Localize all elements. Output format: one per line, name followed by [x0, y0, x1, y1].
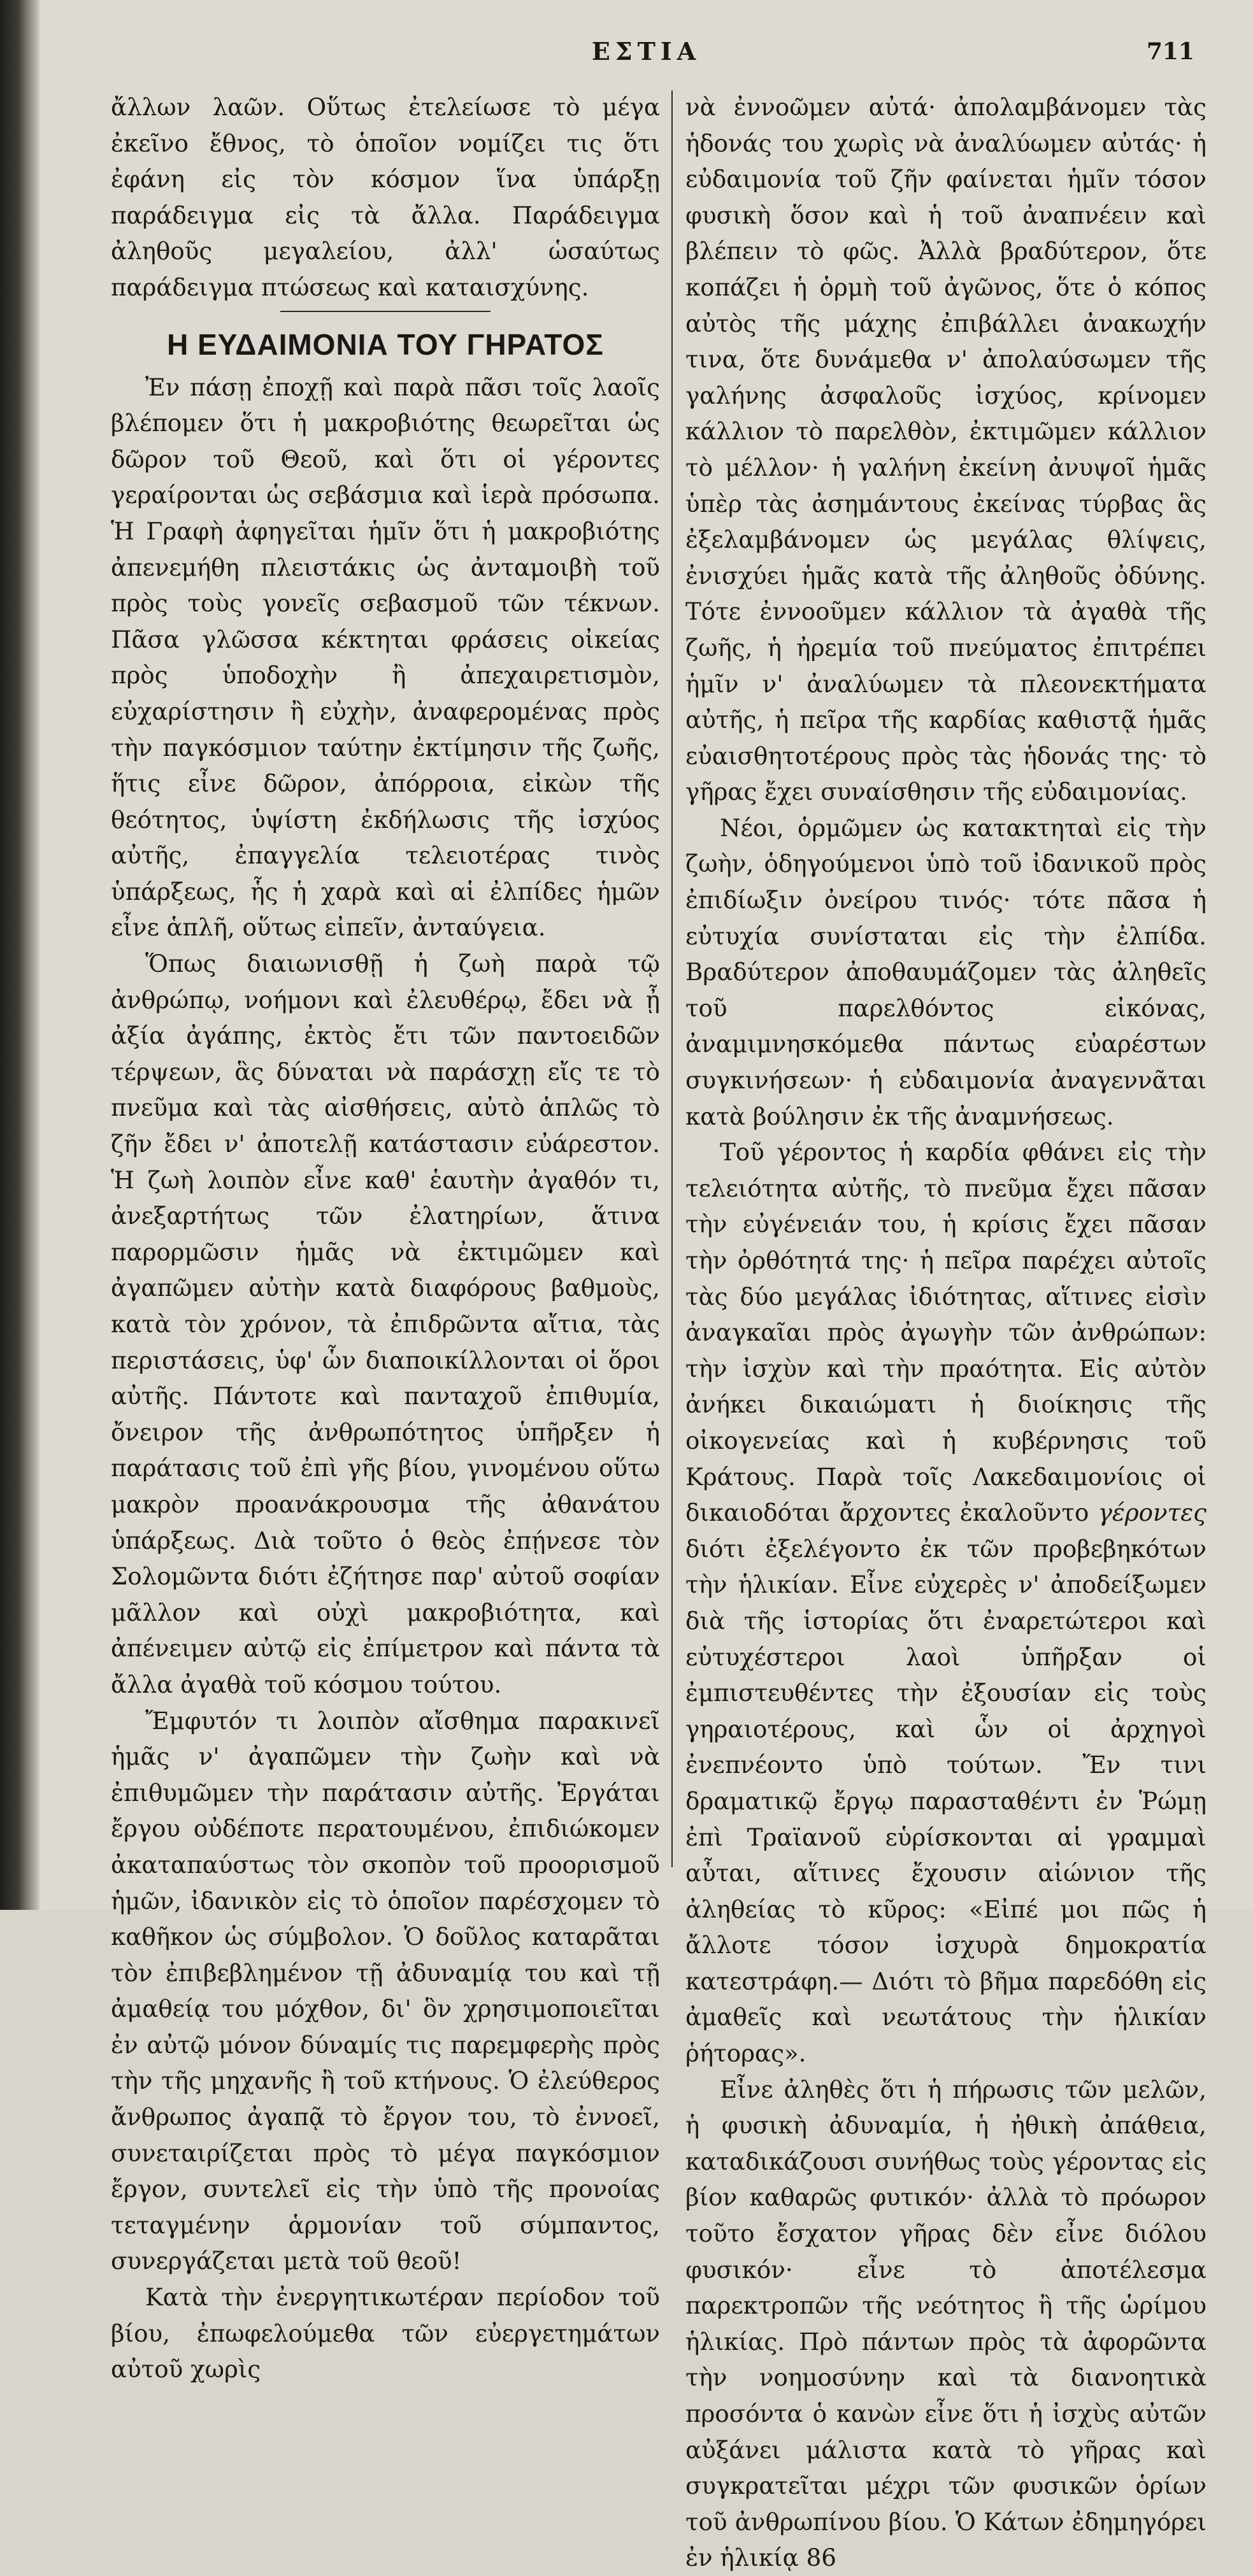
paragraph-text: Τοῦ γέροντος ἡ καρδία φθάνει εἰς τὴν τελειότητα αὐτῆς, τὸ πνεῦμα ἔχει πᾶσαν τὴν εὐγένειάν του, ἡ κρίσις ἔχει πᾶσαν τὴν ὀρθότητά της· ἡ πεῖρα παρέχει αὐτοῖς τὰς δύο μεγάλας ἰδιότητας, αἵτινες εἰσὶν ἀναγκαῖαι πρὸς ἀγωγὴν τῶν ἀνθρώπων: τὴν ἰσχὺν καὶ τὴν πραότητα. Εἰς αὐτὸν ἀνήκει δικαιώματι ἡ διοίκησις τῆς οἰκογενείας καὶ ἡ κυβέρνησις τοῦ Κράτους. Παρὰ τοῖς Λακεδαιμονίοις οἱ δικαιοδόται ἄρχοντες ἐκαλοῦντο: [685, 1138, 1206, 1527]
paragraph: Κατὰ τὴν ἐνεργητικωτέραν περίοδον τοῦ βίου, ἐπωφελούμεθα τῶν εὐεργετημάτων αὐτοῦ χωρὶς: [111, 2283, 660, 2384]
paragraph-text: διότι ἐξελέγοντο ἐκ τῶν προβεβηκότων τὴν ἡλικίαν. Εἶνε εὐχερὲς ν' ἀποδείξωμεν διὰ τῆς ἱστορίας ὅτι ἐναρετώτεροι καὶ εὐτυχέστεροι λαοὶ ὑπῆρξαν οἱ ἐμπιστευθέντες τὴν ἐξουσίαν εἰς τοὺς γηραιοτέρους, καὶ ὧν οἱ ἀρχηγοὶ ἐνεπνέοντο ὑπὸ τούτων. Ἔν τινι δραματικῷ ἔργῳ παρασταθέντι ἐν Ῥώμῃ ἐπὶ Τραϊανοῦ εὑρίσκονται αἱ γραμμαὶ αὗται, αἵτινες ἔχουσιν αἰώνιον τῆς ἀληθείας τὸ κῦρος: «Εἰπέ μοι πῶς ἡ ἄλλοτε τόσον ἰσχυρὰ δημοκρατία κατεστράφη.— Διότι τὸ βῆμα παρεδόθη εἰς ἀμαθεῖς καὶ νεωτάτους τὴν ἡλικίαν ῥήτορας».: [685, 1534, 1206, 2068]
article-heading: Η ΕΥΔΑΙΜΟΝΙΑ ΤΟΥ ΓΗΡΑΤΟΣ: [167, 327, 604, 361]
running-head: [39, 37, 1253, 75]
paragraph-continued: ἄλλων λαῶν. Οὕτως ἐτελείωσε τὸ μέγα ἐκεῖνο ἔθνος, τὸ ὁποῖον νομίζει τις ὅτι ἐφάνη εἰς τὸν κόσμον ἵνα ὑπάρξῃ παράδειγμα εἰς τὰ ἄλλα. Παράδειγμα ἀληθοῦς μεγαλείου, ἀλλ' ὡσαύτως παράδειγμα πτώσεως καὶ καταισχύνης.: [111, 93, 660, 301]
paragraph: Εἶνε ἀληθὲς ὅτι ἡ πήρωσις τῶν μελῶν, ἡ φυσικὴ ἀδυναμία, ἡ ἠθικὴ ἀπάθεια, καταδικάζουσι συνήθως τοὺς γέροντας εἰς βίον καθαρῶς φυτικόν· ἀλλὰ τὸ πρόωρον τοῦτο ἔσχατον γῆρας δὲν εἶνε διόλου φυσικόν· εἶνε τὸ ἀποτέλεσμα παρεκτροπῶν τῆς νεότητος ἢ τῆς ὡρίμου ἡλικίας. Πρὸ πάντων πρὸς τὰ ἀφορῶντα τὴν νοημοσύνην καὶ τὰ διανοητικὰ προσόντα ὁ κανὼν εἶνε ὅτι ἡ ἰσχὺς αὐτῶν αὐξάνει μάλιστα κατὰ τὸ γῆρας καὶ συγκρατεῖται μέχρι τῶν φυσικῶν ὁρίων τοῦ ἀνθρωπίνου βίου. Ὁ Κάτων ἐδημηγόρει ἐν ἡλικίᾳ 86: [685, 2075, 1206, 2572]
paragraph: Νέοι, ὁρμῶμεν ὡς κατακτηταὶ εἰς τὴν ζωὴν, ὁδηγούμενοι ὑπὸ τοῦ ἰδανικοῦ πρὸς ἐπιδίωξιν ὀνείρου τινός· τότε πᾶσα ἡ εὐτυχία συνίσταται εἰς τὴν ἐλπίδα. Βραδύτερον ἀποθαυμάζομεν τὰς ἀληθεῖς τοῦ παρελθόντος εἰκόνας, ἀναμιμνησκόμεθα πάντως εὐαρέστων συγκινήσεων· ἡ εὐδαιμονία ἀναγεννᾶται κατὰ βούλησιν ἐκ τῆς ἀναμνήσεως.: [685, 813, 1206, 1130]
page-number: 711: [1146, 38, 1194, 65]
left-column: [111, 89, 660, 2387]
paragraph-continued: νὰ ἐννοῶμεν αὐτά· ἀπολαμβάνομεν τὰς ἡδονάς του χωρὶς νὰ ἀναλύωμεν αὐτάς· ἡ εὐδαιμονία τοῦ ζῆν φαίνεται ἡμῖν τόσον φυσικὴ ὅσον καὶ ἡ τοῦ ἀναπνέειν καὶ βλέπειν τὸ φῶς. Ἀλλὰ βραδύτερον, ὅτε κοπάζει ἡ ὁρμὴ τοῦ ἀγῶνος, ὅτε ὁ κόπος αὐτὸς τῆς μάχης ἐπιβάλλει ἀνακωχήν τινα, ὅτε δυνάμεθα ν' ἀπολαύσωμεν τῆς γαλήνης ἀσφαλοῦς ἰσχύος, κρίνομεν κάλλιον τὸ παρελθὸν, ἐκτιμῶμεν κάλλιον τὸ μέλλον· ἡ γαλήνη ἐκείνη ἀνυψοῖ ἡμᾶς ὑπὲρ τὰς ἀσημάντους ἐκείνας τύρβας ἃς ἐξελαμβάνομεν ὡς μεγάλας θλίψεις, ἐνισχύει ἡμᾶς κατὰ τῆς ἀληθοῦς ὀδύνης. Τότε ἐννοοῦμεν κάλλιον τὰ ἀγαθὰ τῆς ζωῆς, ἡ ἠρεμία τοῦ πνεύματος ἐπιτρέπει ἡμῖν ν' ἀναλύωμεν τὰ πλεονεκτήματα αὐτῆς, ἡ πεῖρα τῆς καρδίας καθιστᾷ ἡμᾶς εὐαισθητοτέρους πρὸς τὰς ἡδονάς της· τὸ γῆρας ἔχει συναίσθησιν τῆς εὐδαιμονίας.: [685, 93, 1206, 806]
paragraph: Ἔμφυτόν τι λοιπὸν αἴσθημα παρακινεῖ ἡμᾶς ν' ἀγαπῶμεν τὴν ζωὴν καὶ νὰ ἐπιθυμῶμεν τὴν παράτασιν αὐτῆς. Ἐργάται ἔργου οὐδέποτε περατουμένου, ἐπιδιώκομεν ἀκαταπαύστως τὸν σκοπὸν τοῦ προορισμοῦ ἡμῶν, ἰδανικὸν εἰς τὸ ὁποῖον παρέσχομεν τὸ καθῆκον ὡς σύμβολον. Ὁ δοῦλος καταρᾶται τὸν ἐπιβεβλημένον τῇ ἀδυναμίᾳ του καὶ τῇ ἀμαθείᾳ του μόχθον, δι' ὃν χρησιμοποιεῖται ἐν αὐτῷ μόνον δύναμίς τις παρεμφερὴς πρὸς τὴν τῆς μηχανῆς ἢ τοῦ κτήνους. Ὁ ἐλεύθερος ἄνθρωπος ἀγαπᾷ τὸ ἔργον του, τὸ ἐννοεῖ, συνεταιρίζεται πρὸς τὸ μέγα παγκόσμιον ἔργον, συντελεῖ εἰς τὴν ὑπὸ τῆς προνοίας τεταγμένην ἁρμονίαν τοῦ σύμπαντος, συνεργάζεται μετὰ τοῦ θεοῦ!: [111, 1706, 660, 2275]
paragraph: [685, 1134, 1206, 2071]
paragraph: Ἐν πάσῃ ἐποχῇ καὶ παρὰ πᾶσι τοῖς λαοῖς βλέπομεν ὅτι ἡ μακροβιότης θεωρεῖται ὡς δῶρον τοῦ Θεοῦ, καὶ ὅτι οἱ γέροντες γεραίρονται ὡς σεβάσμια καὶ ἱερὰ πρόσωπα. Ἡ Γραφὴ ἀφηγεῖται ἡμῖν ὅτι ἡ μακροβιότης ἀπενεμήθη πλειστάκις ὡς ἀνταμοιβὴ τοῦ πρὸς τοὺς γονεῖς σεβασμοῦ τῶν τέκνων. Πᾶσα γλῶσσα κέκτηται φράσεις οἰκείας πρὸς ὑποδοχὴν ἢ ἀπεχαιρετισμὸν, εὐχαρίστησιν ἢ εὐχὴν, ἀναφερομένας πρὸς τὴν παγκόσμιον ταύτην ἐκτίμησιν τῆς ζωῆς, ἥτις εἶνε δῶρον, ἀπόρροια, εἰκὼν τῆς θεότητος, ὑψίστη ἐκδήλωσις τῆς ἰσχύος αὐτῆς, ἐπαγγελία τελειοτέρας τινὸς ὑπάρξεως, ἧς ἡ χαρὰ καὶ αἱ ἐλπίδες ἡμῶν εἶνε ἁπλῆ, οὕτως εἰπεῖν, ἀνταύγεια.: [111, 373, 660, 942]
section-rule: [280, 311, 490, 312]
emphasized-word: γέροντες: [1098, 1498, 1206, 1527]
journal-title: ΕΣΤΙΑ: [591, 37, 701, 66]
paragraph: Ὅπως διαιωνισθῇ ἡ ζωὴ παρὰ τῷ ἀνθρώπῳ, νοήμονι καὶ ἐλευθέρῳ, ἔδει νὰ ᾖ ἀξία ἀγάπης, ἐκτὸς ἔτι τῶν παντοειδῶν τέρψεων, ἃς δύναται νὰ παράσχῃ εἴς τε τὸ πνεῦμα καὶ τὰς αἰσθήσεις, αὐτὸ ἁπλῶς τὸ ζῆν ἔδει ν' ἀποτελῇ κατάστασιν εὐάρεστον. Ἡ ζωὴ λοιπὸν εἶνε καθ' ἑαυτὴν ἀγαθόν τι, ἀνεξαρτήτως τῶν ἐλατηρίων, ἅτινα παρορμῶσιν ἡμᾶς νὰ ἐκτιμῶμεν καὶ ἀγαπῶμεν αὐτὴν κατὰ διαφόρους βαθμοὺς, κατὰ τὸν χρόνον, τὰ ἐπιδρῶντα αἴτια, τὰς περιστάσεις, ὑφ' ὧν διαποικίλλονται οἱ ὅροι αὐτῆς. Πάντοτε καὶ πανταχοῦ ἐπιθυμία, ὄνειρον τῆς ἀνθρωπότητος ὑπῆρξεν ἡ παράτασις τοῦ ἐπὶ γῆς βίου, γινομένου οὕτω μακρὸν προανάκρουσμα τῆς ἀθανάτου ὑπάρξεως. Διὰ τοῦτο ὁ θεὸς ἐπῄνεσε τὸν Σολομῶντα διότι ἐζήτησε παρ' αὐτοῦ σοφίαν μᾶλλον καὶ οὐχὶ μακροβιότητα, καὶ ἀπένειμεν αὐτῷ εἰς ἐπίμετρον καὶ πάντα τὰ ἄλλα ἀγαθὰ τοῦ κόσμου τούτου.: [111, 950, 660, 1698]
column-divider: [671, 90, 673, 1867]
book-spine-shadow: [0, 0, 39, 1910]
right-column: [685, 89, 1206, 2576]
